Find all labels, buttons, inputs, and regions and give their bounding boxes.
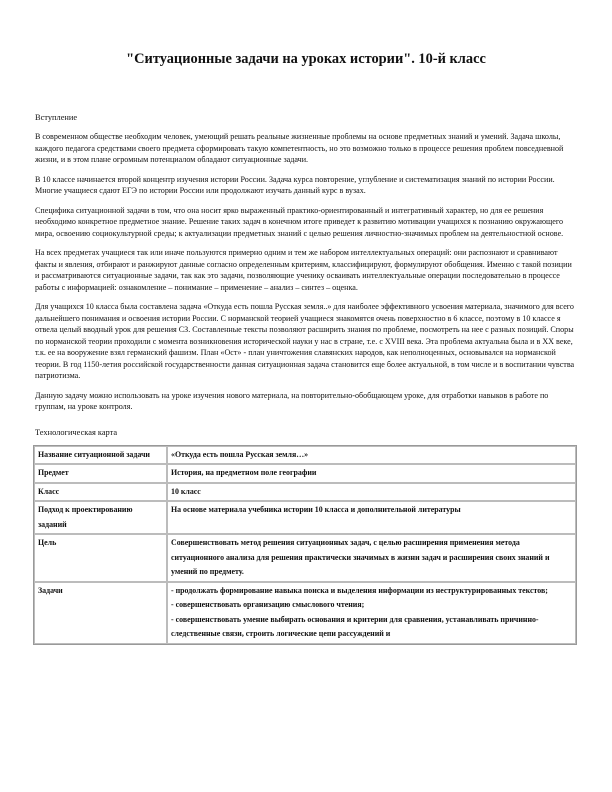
row-value-approach: На основе материала учебника истории 10 класса и дополнительной литературы (167, 501, 576, 534)
task-item-1: - продолжать формирование навыка поиска и выделения информации из неструктурированных текстов; (171, 585, 548, 595)
row-header-tasks: Задачи (34, 582, 167, 644)
row-value-task-name: «Откуда есть пошла Русская земля…» (167, 446, 576, 465)
paragraph-5: Для учащихся 10 класса была составлена задача «Откуда есть пошла Русская земля..» для наиболее эффективного усвоения материала, значимого для всего дальнейшего понимания и освоения истории России. С норманской теорией учащиеся знакомятся очень поверхностно в 6 классе, поэтому в 10 классе я отвела целый вводный урок для решения СЗ. Составленные тексты позволяют расширить знания по проблеме, посмотреть на нее с разных позиций. Споры по норманской теории проходили с момента возникновения исторической науки у нас в стране, т.е. с XVIII века. Эта проблема актуальна была и в XX веке, т.к. ее на вооружение взял германский фашизм. План «Ост» - план уничтожения славянских народов, как неполноценных, основывался на норманской теории. В год 1150-летия российской государственности данная ситуационная задача становится еще более актуальной, в том числе и в воспитании чувства патриотизма. (35, 302, 575, 380)
table-row (34, 501, 576, 534)
paragraph-1: В современном обществе необходим человек, умеющий решать реальные жизненные проблемы на основе предметных знаний и умений. Задача школы, каждого педагога средствами своего предмета сформировать такую компетентность, но это возможно только в процессе решения проблем повседневной жизни, и в этом плане огромным потенциалом обладают ситуационные задачи. (35, 132, 564, 164)
row-header-approach: Подход к проектированию заданий (34, 501, 167, 534)
row-value-tasks (167, 582, 576, 644)
table-row (34, 446, 576, 465)
row-header-task-name: Название ситуационной задачи (34, 446, 167, 465)
document-title: "Ситуационные задачи на уроках истории". 10-й класс (126, 51, 486, 67)
table-row (34, 582, 576, 644)
task-item-2: - совершенствовать организацию смыслового чтения; (171, 600, 365, 609)
row-header-goal: Цель (34, 534, 167, 582)
row-value-class: 10 класс (167, 483, 576, 502)
document-body (35, 112, 578, 645)
row-header-subject: Предмет (34, 464, 167, 483)
tech-card-table (33, 445, 577, 645)
task-item-3: - совершенствовать умение выбирать основания и критерии для сравнения, устанавливать причинно-следственные связи, строить логические цепи рассуждений и (171, 614, 539, 638)
paragraph-4: На всех предметах учащиеся так или иначе пользуются примерно одним и тем же набором интеллектуальных операций: они распознают и сравнивают факты и явления, отбирают и ранжируют данные согласно определенным критериям, классифицируют, формулируют обобщения. Именно с такой позиции и рассматриваются ситуационные задачи, так как это задачи, позволяющие ученику осваивать интеллектуальные операции последовательно в процессе работы с информацией: ознакомление – понимание – применение – анализ – синтез – оценка. (35, 248, 572, 292)
row-value-goal: Совершенствовать метод решения ситуационных задач, с целью расширения применения метода ситуационного анализа для решения практически значимых в жизни задач и расширения своих знаний и умений по предмету. (167, 534, 576, 582)
row-value-subject: История, на предметном поле географии (167, 464, 576, 483)
tech-card-label: Технологическая карта (35, 427, 118, 437)
intro-label: Вступление (35, 113, 78, 122)
paragraph-3: Специфика ситуационной задачи в том, что она носит ярко выраженный практико-ориентированный и интегративный характер, но для ее решения необходимо конкретное предметное знание. Решение таких задач в конечном итоге приведет к развитию мотивации учащихся к познанию окружающего мира, освоению социокультурной среды; к актуализации предметных знаний с целью решения личностно-значимых проблем на деятельностной основе. (35, 205, 564, 238)
paragraph-6: Данную задачу можно использовать на уроке изучения нового материала, на повторительно-обобщающем уроке, для отработки навыков в работе по группам, на уроке контроля. (35, 390, 549, 411)
row-header-class: Класс (34, 483, 167, 502)
table-row (34, 534, 576, 582)
table-row (34, 483, 576, 502)
paragraph-2: В 10 классе начинается второй концентр изучения истории России. Задача курса повторение, углубление и систематизация знаний по истории России. Многие учащиеся сдают ЕГЭ по истории России или продолжают изучать данный курс в вузах. (35, 174, 555, 195)
table-row (34, 464, 576, 483)
